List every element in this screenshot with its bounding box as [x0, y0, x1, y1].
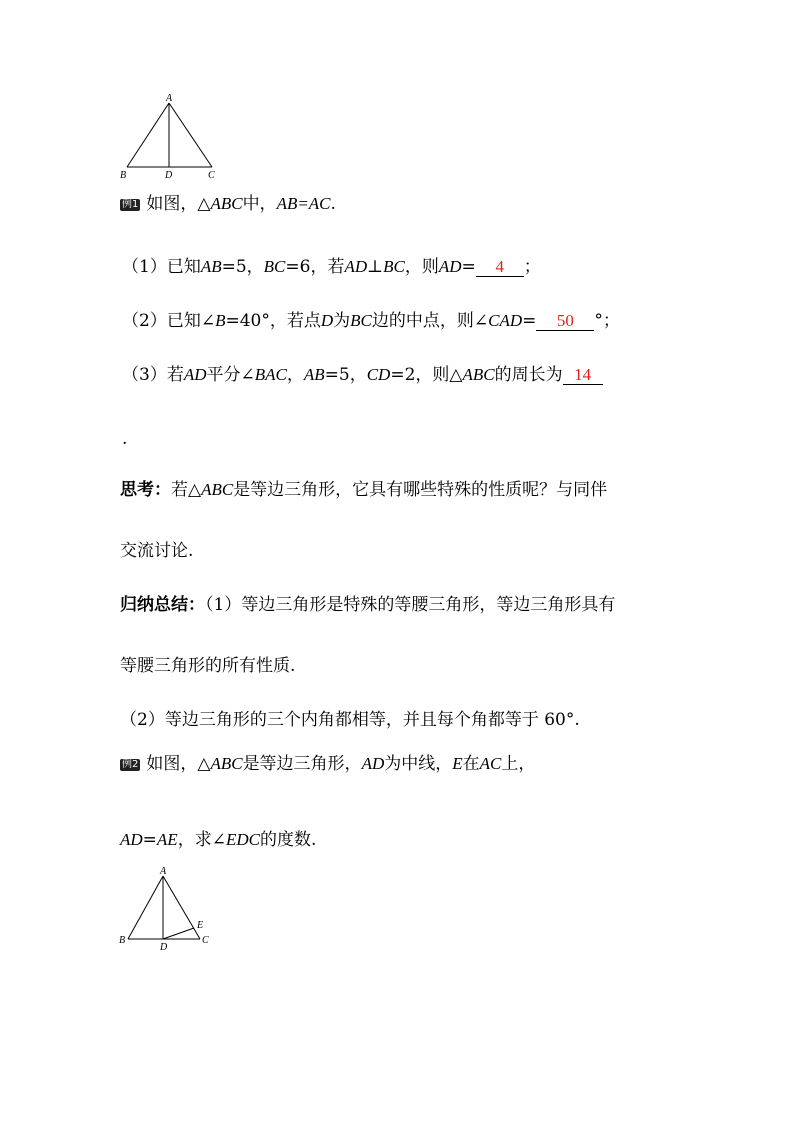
- q3-bac: BAC: [254, 365, 287, 384]
- q3-text: 平分∠: [206, 365, 255, 385]
- q2-text: （2）已知∠: [122, 311, 216, 331]
- question-1: [122, 256, 541, 278]
- q1-ad: AD: [344, 257, 368, 276]
- example1-tag: 例1: [122, 199, 139, 210]
- q1-text: ，则: [404, 257, 439, 277]
- ex2-text: 为中线，: [384, 754, 453, 774]
- label-b: B: [120, 170, 127, 181]
- label-b: B: [119, 935, 126, 946]
- ex2-abc: ABC: [210, 754, 243, 773]
- q3-text: =2，则△: [390, 365, 463, 385]
- think-abc: ABC: [201, 480, 234, 499]
- ex2-ae: AE: [156, 830, 178, 849]
- q2-b: B: [215, 311, 226, 330]
- q1-text: =5，: [221, 257, 264, 277]
- q1-answer: 4: [476, 258, 524, 277]
- q3-abc: ABC: [462, 365, 495, 384]
- example2-line-2: [120, 829, 316, 851]
- ex2-text: 如图，△: [146, 754, 211, 774]
- q2-cad: CAD: [488, 311, 523, 330]
- q2-text: =40°，若点: [225, 311, 321, 331]
- summary-label: 归纳总结：: [120, 595, 205, 615]
- summary-line-2: 等腰三角形的所有性质.: [120, 656, 296, 676]
- q3-text: ，: [286, 365, 304, 385]
- q3-answer: 14: [563, 366, 603, 385]
- q2-bc: BC: [350, 311, 372, 330]
- q3-ab: AB: [303, 365, 325, 384]
- figure-triangle-abc: [115, 92, 225, 182]
- summary-line-1: [120, 594, 615, 616]
- trailing-dot: .: [122, 429, 128, 449]
- label-d: D: [160, 942, 168, 953]
- side-ac: [163, 876, 200, 939]
- ex2-ad: AD: [120, 830, 143, 849]
- figure-equilateral-abc: [115, 862, 220, 954]
- ex1-abc: ABC: [210, 194, 243, 213]
- side-ab: [127, 103, 169, 167]
- q1-text: （1）已知: [122, 257, 201, 277]
- think-text: 若△: [171, 480, 202, 500]
- q2-answer: 50: [536, 312, 594, 331]
- segment-de: [163, 928, 194, 939]
- ex2-text: ，求∠: [177, 830, 226, 850]
- q1-perp: ⊥: [367, 257, 384, 277]
- ex2-text: 的度数.: [259, 830, 317, 850]
- q1-bc: BC: [383, 257, 405, 276]
- label-c: C: [208, 170, 215, 181]
- ex2-text: 是等边三角形，: [242, 754, 362, 774]
- think-text: 是等边三角形，它具有哪些特殊的性质呢？与同伴: [233, 480, 608, 500]
- question-2: [122, 310, 620, 332]
- ex2-ad: AD: [361, 754, 385, 773]
- q2-end: °；: [594, 311, 620, 331]
- side-ab: [128, 876, 163, 939]
- label-e: E: [197, 920, 204, 931]
- q1-ad: AD: [438, 257, 462, 276]
- q1-bc: BC: [263, 257, 286, 276]
- q3-text: 的周长为: [494, 365, 563, 385]
- label-a: A: [166, 93, 173, 104]
- example1-statement: [120, 193, 336, 215]
- question-3: [122, 364, 603, 386]
- think-label: 思考：: [120, 480, 171, 500]
- ex1-text: 中，: [242, 194, 277, 214]
- ex1-eq: AB=AC: [276, 194, 331, 213]
- q2-text: 边的中点，则∠: [371, 311, 489, 331]
- summary-line-3: （2）等边三角形的三个内角都相等，并且每个角都等于 60°.: [120, 710, 580, 730]
- q1-eq: =: [461, 257, 476, 277]
- q2-d: D: [320, 311, 334, 330]
- q1-end: ；: [523, 257, 541, 277]
- ex2-edc: EDC: [225, 830, 260, 849]
- q2-text: 为: [333, 311, 351, 331]
- ex2-text: 在: [462, 754, 480, 774]
- example2-line-1: [120, 753, 535, 775]
- q3-ad: AD: [183, 365, 207, 384]
- q1-ab: AB: [200, 257, 222, 276]
- label-a: A: [160, 866, 167, 877]
- ex1-text: 如图，△: [146, 194, 211, 214]
- q2-eq: =: [522, 311, 537, 331]
- summary-text: （1）等边三角形是特殊的等腰三角形，等边三角形具有: [205, 595, 616, 615]
- label-d: D: [165, 170, 173, 181]
- ex2-eq: =: [142, 830, 157, 850]
- q3-text: =5，: [324, 365, 367, 385]
- think-line-2: 交流讨论.: [120, 541, 194, 561]
- q3-text: （3）若: [122, 365, 184, 385]
- think-line-1: [120, 479, 607, 501]
- label-c: C: [202, 935, 209, 946]
- side-ac: [169, 103, 212, 167]
- ex1-end: .: [330, 194, 336, 214]
- q3-cd: CD: [366, 365, 391, 384]
- ex2-ac: AC: [479, 754, 502, 773]
- ex2-e: E: [452, 754, 463, 773]
- q1-text: =6，若: [285, 257, 345, 277]
- ex2-text: 上，: [501, 754, 536, 774]
- example2-tag: 例2: [122, 759, 139, 770]
